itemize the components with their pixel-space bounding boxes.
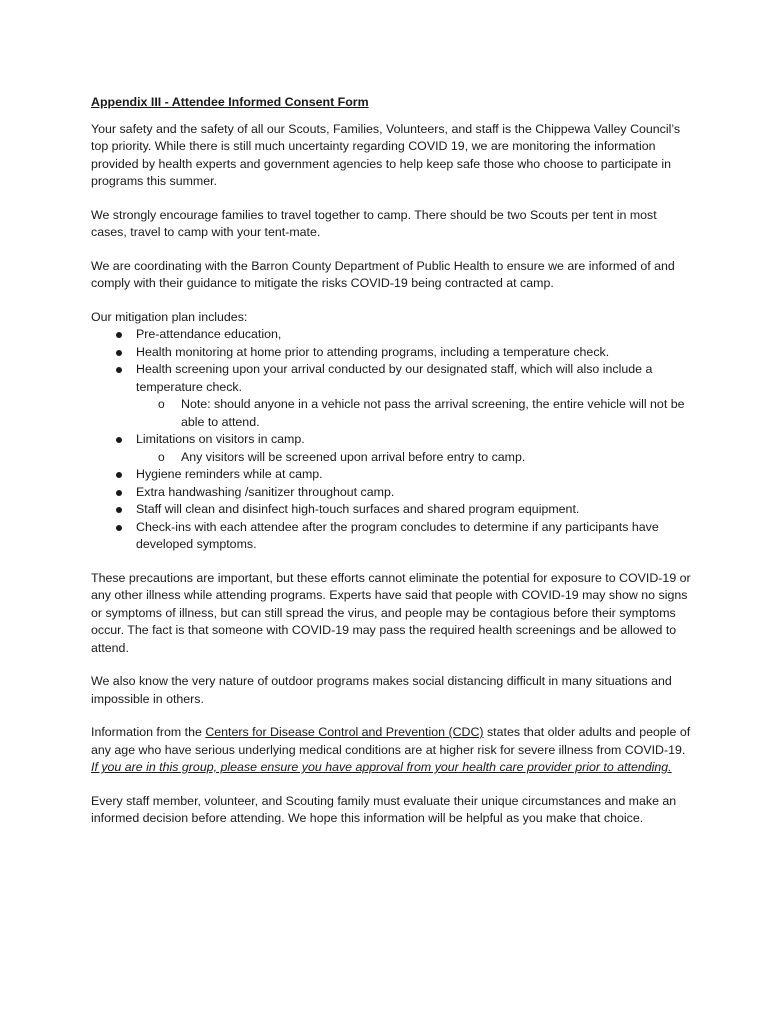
page-title: Appendix III - Attendee Informed Consent Form	[91, 95, 369, 109]
list-item-text: Health monitoring at home prior to attending programs, including a temperature check.	[136, 344, 610, 359]
list-item	[91, 466, 691, 484]
list-item	[91, 326, 691, 344]
cdc-text-middle: states that older adults and people of any age who have serious underlying medical conditions are at higher risk for severe illness from COVID-19.	[91, 725, 691, 757]
list-item	[91, 361, 691, 431]
sub-list-item-text: Note: should anyone in a vehicle not pass the arrival screening, the entire vehicle will not be able to attend.	[181, 397, 685, 429]
bullet-icon	[116, 332, 122, 338]
list-item-text: Check-ins with each attendee after the program concludes to determine if any participants have developed symptoms.	[136, 519, 659, 551]
list-item	[91, 484, 691, 502]
list-item-text: Health screening upon your arrival conducted by our designated staff, which will also include a temperature check.	[136, 362, 653, 394]
cdc-text-prefix: Information from the	[91, 725, 206, 739]
mitigation-plan-list	[91, 326, 691, 554]
bullet-icon	[116, 525, 122, 531]
list-item	[91, 344, 691, 362]
paragraph-travel-together: We strongly encourage families to travel together to camp. There should be two Scouts per tent in most cases, travel to camp with your tent-mate.	[91, 207, 657, 239]
mitigation-plan-intro: Our mitigation plan includes:	[91, 309, 248, 324]
paragraph-precautions-limits: These precautions are important, but these efforts cannot eliminate the potential for exposure to COVID-19 or any other illness while attending programs. Experts have said that people with COVID-19 may show no signs or symptoms of illness, but can still spread the virus, and people may be contagious before their symptoms occur. The fact is that someone with COVID-19 may pass the required health screenings and be allowed to attend.	[91, 570, 691, 655]
bullet-icon	[116, 507, 122, 513]
paragraph-public-health: We are coordinating with the Barron County Department of Public Health to ensure we are informed of and comply with their guidance to mitigate the risks COVID-19 being contracted at camp.	[91, 258, 675, 290]
cdc-approval-notice: If you are in this group, please ensure you have approval from your health care provider prior to attending.	[91, 760, 672, 774]
cdc-link[interactable]: Centers for Disease Control and Prevention (CDC)	[205, 725, 484, 739]
list-item	[91, 519, 691, 554]
list-item-text: Limitations on visitors in camp.	[136, 432, 305, 446]
bullet-icon	[116, 350, 122, 356]
sub-list-item-text: Any visitors will be screened upon arrival before entry to camp.	[181, 449, 526, 464]
consent-form-page	[91, 94, 691, 844]
bullet-icon	[116, 437, 122, 443]
bullet-icon	[116, 490, 122, 496]
list-item-text: Pre-attendance education,	[136, 327, 282, 341]
sub-list	[136, 396, 691, 431]
list-item	[91, 501, 691, 519]
sub-bullet-icon: o	[158, 397, 165, 411]
paragraph-social-distancing: We also know the very nature of outdoor programs makes social distancing difficult in many situations and impossible in others.	[91, 674, 672, 706]
list-item-text: Extra handwashing /sanitizer throughout camp.	[136, 484, 395, 499]
list-item-text: Staff will clean and disinfect high-touch surfaces and shared program equipment.	[136, 502, 580, 516]
paragraph-informed-decision: Every staff member, volunteer, and Scouting family must evaluate their unique circumstances and make an informed decision before attending. We hope this information will be helpful as you make that choice.	[91, 793, 677, 825]
sub-list-item	[136, 396, 691, 431]
list-item-text: Hygiene reminders while at camp.	[136, 467, 323, 481]
bullet-icon	[116, 367, 122, 373]
list-item	[91, 431, 691, 466]
bullet-icon	[116, 472, 122, 478]
paragraph-safety-priority: Your safety and the safety of all our Scouts, Families, Volunteers, and staff is the Chippewa Valley Council’s top priority. While there is still much uncertainty regarding COVID 19, we are monitoring the information provided by health experts and government agencies to help keep safe those who choose to participate in programs this summer.	[91, 121, 681, 188]
sub-list	[136, 449, 691, 467]
paragraph-cdc-guidance	[91, 724, 691, 777]
sub-bullet-icon: o	[158, 449, 165, 464]
sub-list-item	[136, 449, 691, 467]
